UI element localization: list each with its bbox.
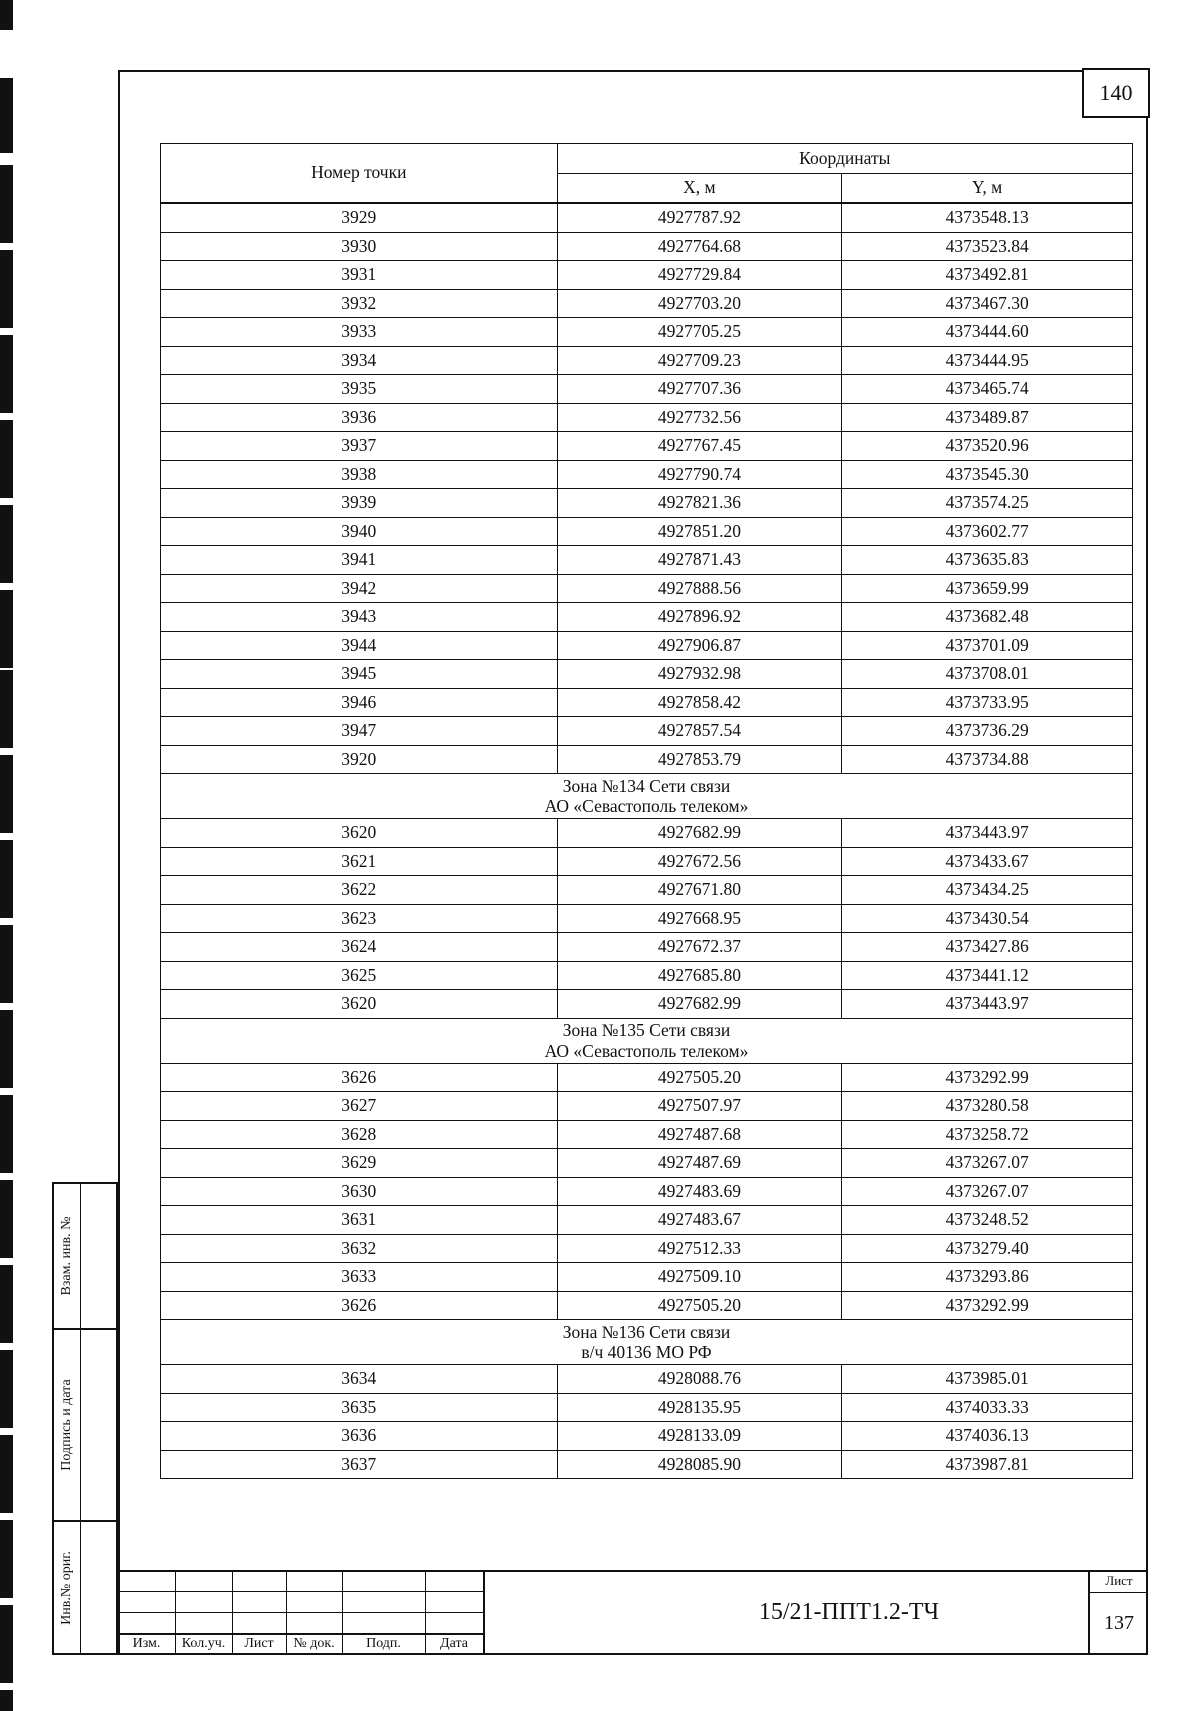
- point-number-cell: 3945: [161, 660, 558, 689]
- binding-mark: [0, 1350, 13, 1428]
- stamp-col-ndok: № док.: [293, 1636, 335, 1651]
- table-row: [161, 1291, 1133, 1320]
- table-row: [161, 1450, 1133, 1479]
- table-row: [161, 688, 1133, 717]
- point-number-cell: 3625: [161, 961, 558, 990]
- y-coordinate-cell: 4373545.30: [842, 460, 1133, 489]
- table-row: [161, 403, 1133, 432]
- zone-title: [161, 774, 1133, 819]
- x-coordinate-cell: 4928085.90: [557, 1450, 842, 1479]
- binding-mark: [0, 840, 13, 918]
- table-row: [161, 1092, 1133, 1121]
- table-row: [161, 1263, 1133, 1292]
- table-row: [161, 1206, 1133, 1235]
- y-coordinate-cell: 4373444.60: [842, 318, 1133, 347]
- point-number-cell: 3636: [161, 1422, 558, 1451]
- point-number-cell: 3634: [161, 1365, 558, 1394]
- x-coordinate-cell: 4927906.87: [557, 631, 842, 660]
- sheet-label: Лист: [1090, 1570, 1148, 1593]
- x-coordinate-cell: 4927509.10: [557, 1263, 842, 1292]
- point-number-cell: 3941: [161, 546, 558, 575]
- point-number-cell: 3936: [161, 403, 558, 432]
- document-code: 15/21-ППТ1.2-ТЧ: [758, 1599, 940, 1625]
- y-coordinate-cell: 4373258.72: [842, 1120, 1133, 1149]
- point-number-cell: 3929: [161, 203, 558, 232]
- point-number-cell: 3942: [161, 574, 558, 603]
- zone-title-line1: Зона №135 Сети связи: [562, 1020, 731, 1041]
- binding-mark: [0, 925, 13, 1003]
- y-coordinate-cell: 4373279.40: [842, 1234, 1133, 1263]
- table-row: [161, 1120, 1133, 1149]
- table-row: [161, 1393, 1133, 1422]
- binding-mark: [0, 505, 13, 583]
- point-number-cell: 3621: [161, 847, 558, 876]
- table-row: [161, 1234, 1133, 1263]
- table-row: [161, 261, 1133, 290]
- y-coordinate-cell: 4373280.58: [842, 1092, 1133, 1121]
- point-number-cell: 3938: [161, 460, 558, 489]
- y-coordinate-cell: 4373430.54: [842, 904, 1133, 933]
- x-coordinate-cell: 4927507.97: [557, 1092, 842, 1121]
- point-number-cell: 3637: [161, 1450, 558, 1479]
- y-coordinate-cell: 4373433.67: [842, 847, 1133, 876]
- y-coordinate-cell: 4373659.99: [842, 574, 1133, 603]
- point-number-cell: 3920: [161, 745, 558, 774]
- side-box-vzam: [52, 1182, 118, 1330]
- x-coordinate-cell: 4927709.23: [557, 346, 842, 375]
- table-row: [161, 375, 1133, 404]
- table-row: [161, 460, 1133, 489]
- table-row: [161, 660, 1133, 689]
- coordinates-table: [160, 143, 1133, 1479]
- point-number-cell: 3930: [161, 232, 558, 261]
- table-row: [161, 517, 1133, 546]
- x-coordinate-cell: 4927512.33: [557, 1234, 842, 1263]
- zone-title-line2: АО «Севастополь телеком»: [544, 796, 749, 816]
- binding-mark: [0, 1095, 13, 1173]
- table-row: [161, 961, 1133, 990]
- x-coordinate-cell: 4927858.42: [557, 688, 842, 717]
- sheet-number-box: [1088, 1570, 1148, 1655]
- side-box-podpis: [52, 1328, 118, 1522]
- y-coordinate-cell: 4373523.84: [842, 232, 1133, 261]
- side-label-inv-orig: Инв.№ ориг.: [59, 1550, 74, 1625]
- binding-mark: [0, 670, 13, 748]
- table-row: [161, 1063, 1133, 1092]
- stamp-col-kol: Кол.уч.: [181, 1636, 226, 1651]
- x-coordinate-cell: 4927505.20: [557, 1291, 842, 1320]
- x-coordinate-cell: 4927821.36: [557, 489, 842, 518]
- stamp-col-podp: Подп.: [366, 1636, 401, 1651]
- zone-header-row: [161, 1018, 1133, 1063]
- x-coordinate-cell: 4927483.67: [557, 1206, 842, 1235]
- y-coordinate-cell: 4373574.25: [842, 489, 1133, 518]
- zone-title-line2: в/ч 40136 МО РФ: [581, 1342, 712, 1362]
- y-coordinate-cell: 4373734.88: [842, 745, 1133, 774]
- table-row: [161, 574, 1133, 603]
- title-block: [118, 1570, 1148, 1655]
- y-coordinate-cell: 4373548.13: [842, 203, 1133, 232]
- x-coordinate-cell: 4928135.95: [557, 1393, 842, 1422]
- zone-title: [161, 1018, 1133, 1063]
- binding-mark: [0, 1690, 13, 1711]
- binding-mark: [0, 1435, 13, 1513]
- y-coordinate-cell: 4374033.33: [842, 1393, 1133, 1422]
- table-row: [161, 1149, 1133, 1178]
- y-coordinate-cell: 4373602.77: [842, 517, 1133, 546]
- table-row: [161, 232, 1133, 261]
- point-number-cell: 3628: [161, 1120, 558, 1149]
- zone-header-row: [161, 774, 1133, 819]
- point-number-cell: 3627: [161, 1092, 558, 1121]
- x-coordinate-cell: 4927767.45: [557, 432, 842, 461]
- table-row: [161, 489, 1133, 518]
- x-coordinate-cell: 4927732.56: [557, 403, 842, 432]
- x-coordinate-cell: 4927729.84: [557, 261, 842, 290]
- y-coordinate-cell: 4374036.13: [842, 1422, 1133, 1451]
- header-x: X, м: [557, 174, 842, 204]
- point-number-cell: 3626: [161, 1291, 558, 1320]
- binding-mark: [0, 78, 13, 153]
- table-row: [161, 346, 1133, 375]
- y-coordinate-cell: 4373293.86: [842, 1263, 1133, 1292]
- table-row: [161, 990, 1133, 1019]
- point-number-cell: 3635: [161, 1393, 558, 1422]
- point-number-cell: 3631: [161, 1206, 558, 1235]
- header-y: Y, м: [842, 174, 1133, 204]
- x-coordinate-cell: 4927764.68: [557, 232, 842, 261]
- point-number-cell: 3944: [161, 631, 558, 660]
- point-number-cell: 3620: [161, 819, 558, 848]
- x-coordinate-cell: 4927707.36: [557, 375, 842, 404]
- table-row: [161, 631, 1133, 660]
- table-row: [161, 819, 1133, 848]
- y-coordinate-cell: 4373492.81: [842, 261, 1133, 290]
- binding-mark: [0, 1605, 13, 1683]
- point-number-cell: 3934: [161, 346, 558, 375]
- y-coordinate-cell: 4373292.99: [842, 1063, 1133, 1092]
- table-row: [161, 432, 1133, 461]
- y-coordinate-cell: 4373292.99: [842, 1291, 1133, 1320]
- zone-title: [161, 1320, 1133, 1365]
- coordinates-body: [161, 203, 1133, 1479]
- x-coordinate-cell: 4927853.79: [557, 745, 842, 774]
- side-box-inv-orig: [52, 1520, 118, 1655]
- binding-mark: [0, 335, 13, 413]
- table-row: [161, 1422, 1133, 1451]
- point-number-cell: 3633: [161, 1263, 558, 1292]
- y-coordinate-cell: 4373635.83: [842, 546, 1133, 575]
- point-number-cell: 3943: [161, 603, 558, 632]
- point-number-cell: 3620: [161, 990, 558, 1019]
- y-coordinate-cell: 4373434.25: [842, 876, 1133, 905]
- x-coordinate-cell: 4927671.80: [557, 876, 842, 905]
- table-row: [161, 1177, 1133, 1206]
- stamp-col-data: Дата: [440, 1636, 468, 1651]
- binding-mark: [0, 590, 13, 668]
- x-coordinate-cell: 4927888.56: [557, 574, 842, 603]
- y-coordinate-cell: 4373443.97: [842, 990, 1133, 1019]
- table-row: [161, 904, 1133, 933]
- x-coordinate-cell: 4927787.92: [557, 203, 842, 232]
- binding-mark: [0, 755, 13, 833]
- point-number-cell: 3624: [161, 933, 558, 962]
- point-number-cell: 3632: [161, 1234, 558, 1263]
- binding-mark: [0, 1010, 13, 1088]
- stamp-col-izm: Изм.: [132, 1636, 161, 1651]
- zone-title-line1: Зона №134 Сети связи: [562, 775, 731, 796]
- point-number-cell: 3933: [161, 318, 558, 347]
- x-coordinate-cell: 4927672.37: [557, 933, 842, 962]
- y-coordinate-cell: 4373467.30: [842, 289, 1133, 318]
- x-coordinate-cell: 4928133.09: [557, 1422, 842, 1451]
- table-row: [161, 603, 1133, 632]
- table-row: [161, 203, 1133, 232]
- table-row: [161, 289, 1133, 318]
- y-coordinate-cell: 4373489.87: [842, 403, 1133, 432]
- table-row: [161, 1365, 1133, 1394]
- zone-header-row: [161, 1320, 1133, 1365]
- header-coordinates: Координаты: [557, 144, 1132, 174]
- point-number-cell: 3629: [161, 1149, 558, 1178]
- side-label-vzam: Взам. инв. №: [59, 1216, 74, 1296]
- y-coordinate-cell: 4373708.01: [842, 660, 1133, 689]
- x-coordinate-cell: 4927483.69: [557, 1177, 842, 1206]
- y-coordinate-cell: 4373443.97: [842, 819, 1133, 848]
- binding-mark: [0, 1265, 13, 1343]
- y-coordinate-cell: 4373701.09: [842, 631, 1133, 660]
- x-coordinate-cell: 4927668.95: [557, 904, 842, 933]
- y-coordinate-cell: 4373441.12: [842, 961, 1133, 990]
- x-coordinate-cell: 4927685.80: [557, 961, 842, 990]
- x-coordinate-cell: 4927857.54: [557, 717, 842, 746]
- x-coordinate-cell: 4927932.98: [557, 660, 842, 689]
- table-row: [161, 318, 1133, 347]
- zone-title-line2: АО «Севастополь телеком»: [544, 1040, 749, 1061]
- binding-mark: [0, 1180, 13, 1258]
- x-coordinate-cell: 4927871.43: [557, 546, 842, 575]
- header-point-number: Номер точки: [161, 144, 558, 204]
- point-number-cell: 3947: [161, 717, 558, 746]
- binding-mark: [0, 420, 13, 498]
- table-row: [161, 847, 1133, 876]
- table-row: [161, 933, 1133, 962]
- y-coordinate-cell: 4373736.29: [842, 717, 1133, 746]
- y-coordinate-cell: 4373267.07: [842, 1149, 1133, 1178]
- y-coordinate-cell: 4373465.74: [842, 375, 1133, 404]
- x-coordinate-cell: 4927790.74: [557, 460, 842, 489]
- x-coordinate-cell: 4927487.68: [557, 1120, 842, 1149]
- y-coordinate-cell: 4373985.01: [842, 1365, 1133, 1394]
- point-number-cell: 3630: [161, 1177, 558, 1206]
- x-coordinate-cell: 4927505.20: [557, 1063, 842, 1092]
- point-number-cell: 3935: [161, 375, 558, 404]
- x-coordinate-cell: 4927896.92: [557, 603, 842, 632]
- point-number-cell: 3932: [161, 289, 558, 318]
- binding-mark: [0, 165, 13, 243]
- x-coordinate-cell: 4927705.25: [557, 318, 842, 347]
- table-row: [161, 876, 1133, 905]
- zone-title-line1: Зона №136 Сети связи: [562, 1321, 731, 1342]
- y-coordinate-cell: 4373427.86: [842, 933, 1133, 962]
- binding-mark: [0, 250, 13, 328]
- y-coordinate-cell: 4373248.52: [842, 1206, 1133, 1235]
- x-coordinate-cell: 4927672.56: [557, 847, 842, 876]
- x-coordinate-cell: 4927851.20: [557, 517, 842, 546]
- y-coordinate-cell: 4373733.95: [842, 688, 1133, 717]
- x-coordinate-cell: 4927487.69: [557, 1149, 842, 1178]
- point-number-cell: 3946: [161, 688, 558, 717]
- point-number-cell: 3622: [161, 876, 558, 905]
- table-row: [161, 717, 1133, 746]
- x-coordinate-cell: 4927703.20: [557, 289, 842, 318]
- point-number-cell: 3937: [161, 432, 558, 461]
- stamp-col-list: Лист: [244, 1636, 274, 1651]
- x-coordinate-cell: 4927682.99: [557, 990, 842, 1019]
- point-number-cell: 3939: [161, 489, 558, 518]
- y-coordinate-cell: 4373682.48: [842, 603, 1133, 632]
- point-number-cell: 3623: [161, 904, 558, 933]
- x-coordinate-cell: 4928088.76: [557, 1365, 842, 1394]
- side-label-podpis: Подпись и дата: [59, 1379, 74, 1471]
- y-coordinate-cell: 4373987.81: [842, 1450, 1133, 1479]
- binding-mark: [0, 0, 13, 30]
- y-coordinate-cell: 4373444.95: [842, 346, 1133, 375]
- table-row: [161, 546, 1133, 575]
- y-coordinate-cell: 4373520.96: [842, 432, 1133, 461]
- point-number-cell: 3940: [161, 517, 558, 546]
- sheet-number: 137: [1104, 1612, 1134, 1634]
- table-row: [161, 745, 1133, 774]
- page-number-top: 140: [1082, 68, 1150, 118]
- binding-mark: [0, 1520, 13, 1598]
- x-coordinate-cell: 4927682.99: [557, 819, 842, 848]
- y-coordinate-cell: 4373267.07: [842, 1177, 1133, 1206]
- point-number-cell: 3626: [161, 1063, 558, 1092]
- point-number-cell: 3931: [161, 261, 558, 290]
